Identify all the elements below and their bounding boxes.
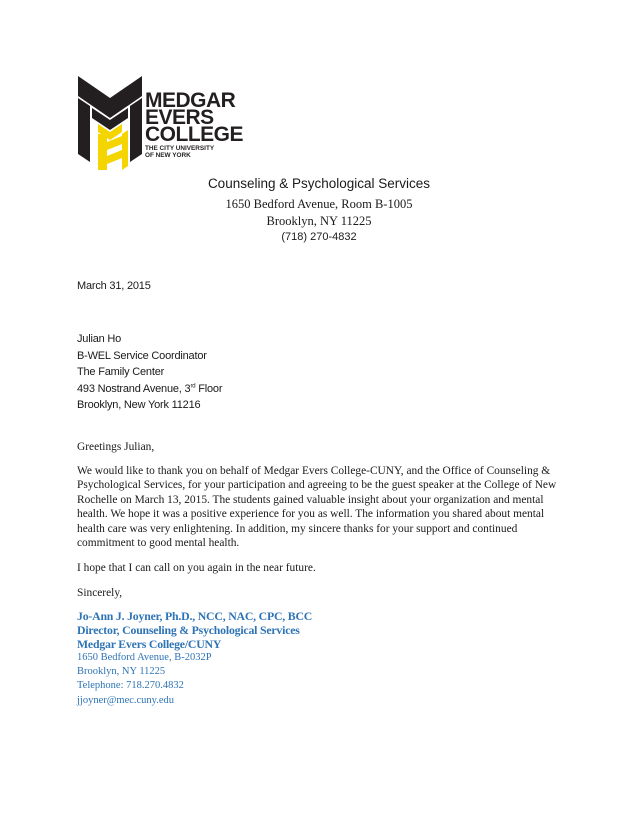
recipient-org: The Family Center <box>77 366 165 378</box>
body-paragraph-2: I hope that I can call on you again in the near future. <box>77 562 316 574</box>
closing: Sincerely, <box>77 587 123 599</box>
logo-m-right-leg <box>130 98 142 162</box>
header-address-line2: Brooklyn, NY 11225 <box>266 214 372 228</box>
signature-org: Medgar Evers College/CUNY <box>77 637 222 651</box>
header-address-line1: 1650 Bedford Avenue, Room B-1005 <box>225 197 413 211</box>
department-name: Counseling & Psychological Services <box>207 176 431 191</box>
recipient-city: Brooklyn, New York 11216 <box>77 399 201 411</box>
recipient-street-pre: 493 Nostrand Avenue, 3 <box>77 382 191 395</box>
logo-e-bottom <box>107 150 122 164</box>
logo-e-right <box>122 130 128 170</box>
signature-address: 1650 Bedford Avenue, B-2032P <box>77 652 212 663</box>
signature-telephone: Telephone: 718.270.4832 <box>77 680 184 692</box>
greeting: Greetings Julian, <box>77 441 155 453</box>
logo-line-3: COLLEGE <box>145 123 244 146</box>
logo-m-left-leg <box>78 98 90 162</box>
logo-sub-2: OF NEW YORK <box>145 152 191 159</box>
recipient-name: Julian Ho <box>77 333 122 345</box>
header-phone: (718) 270-4832 <box>281 231 357 243</box>
body-paragraph-1: We would like to thank you on behalf of Medgar Evers College-CUNY, and the Office of Counseling & Psychological Services, for your participation and agreeing to be the guest speaker at the College of New Rochelle on March 13, 2015. The students gained valuable insight about your organization and mental health. We hope it was a positive experience for you as well. The information you shared about mental health care was very enlightening. In addition, my sincere thanks for your support and continued commitment to good mental health. <box>77 465 557 550</box>
recipient-title: B-WEL Service Coordinator <box>77 349 207 362</box>
recipient-street <box>77 381 222 398</box>
signature-block <box>77 609 312 708</box>
logo-line-2: EVERS <box>145 106 214 129</box>
recipient-street-sup: rd <box>190 382 196 389</box>
logo-e-stem <box>98 134 107 170</box>
logo-wordmark <box>145 89 244 159</box>
signature-email[interactable]: jjoyner@mec.cuny.edu <box>77 694 175 706</box>
signature-name: Jo-Ann J. Joyner, Ph.D., NCC, NAC, CPC, BCC <box>77 609 313 623</box>
letter-date: March 31, 2015 <box>77 280 151 292</box>
logo-line-1: MEDGAR <box>145 89 236 112</box>
recipient-street-post: Floor <box>195 382 223 395</box>
logo-sub-1: THE CITY UNIVERSITY <box>145 145 215 152</box>
signature-city: Brooklyn, NY 11225 <box>77 666 166 678</box>
signature-title: Director, Counseling & Psychological Services <box>77 623 300 637</box>
recipient-block <box>77 331 222 414</box>
